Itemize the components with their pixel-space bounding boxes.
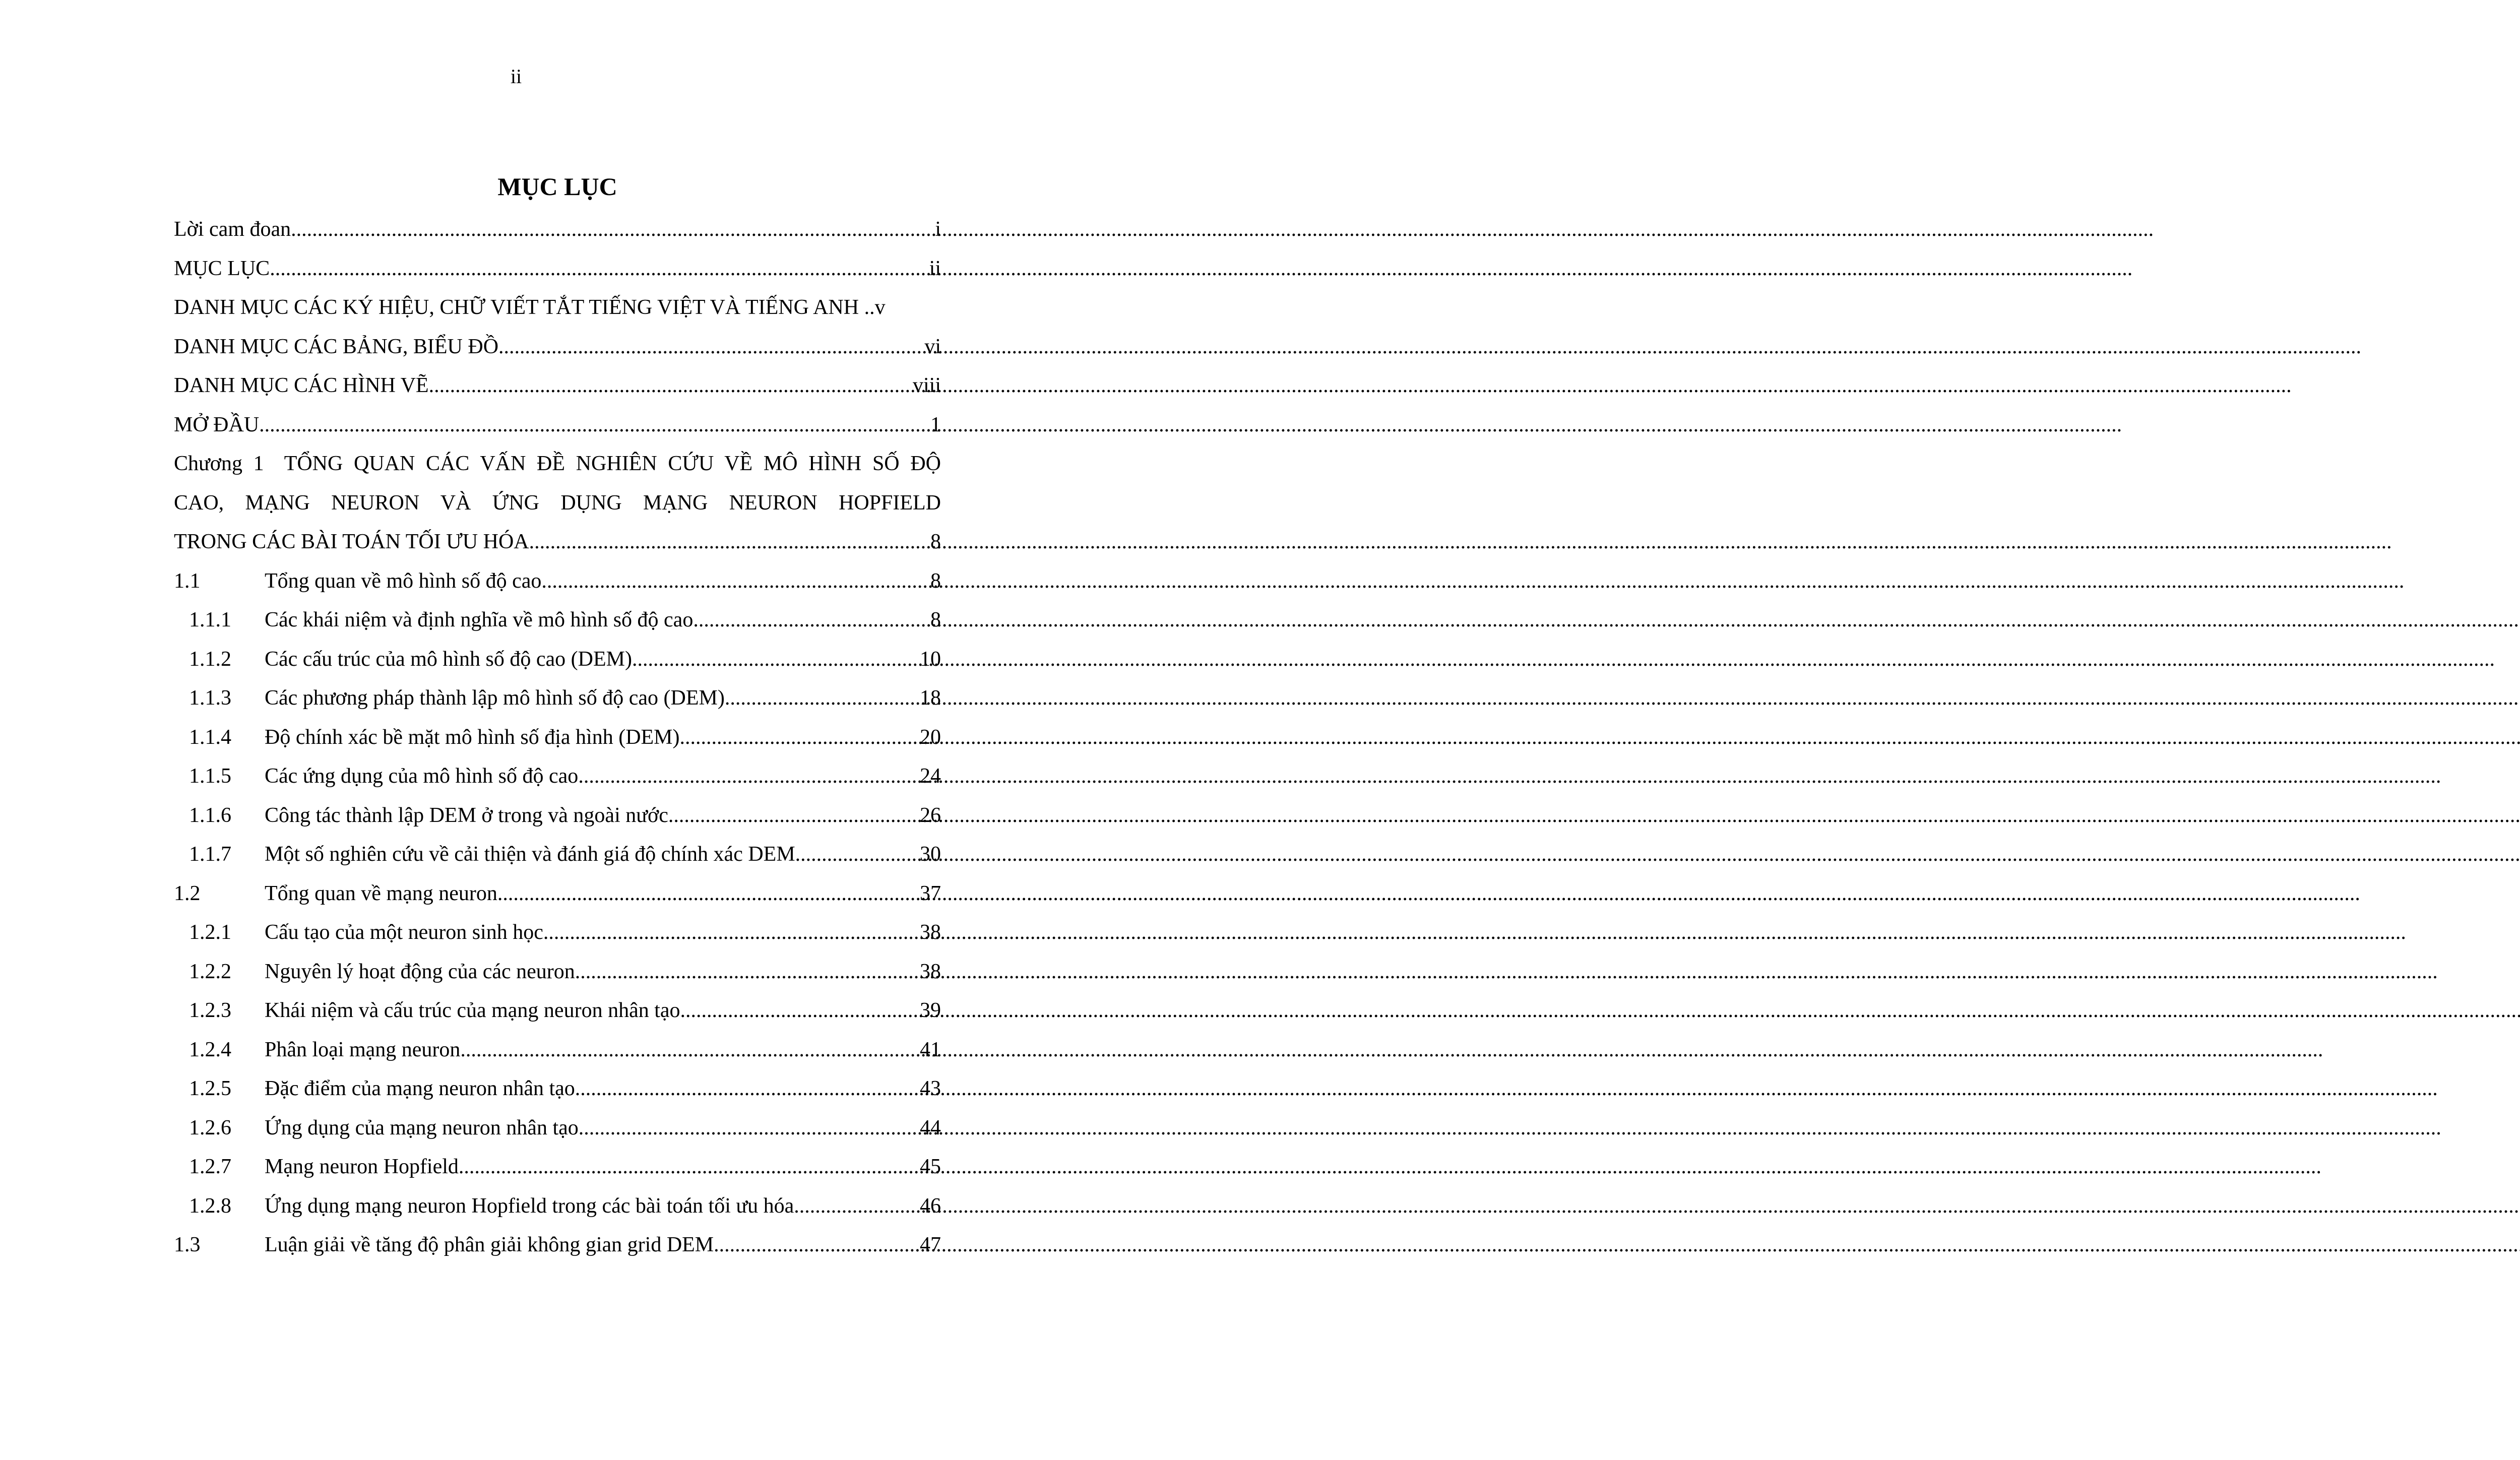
section-label: Khái niệm và cấu trúc của mạng neuron nhân tạo: [265, 999, 680, 1022]
dot-leader: [259, 406, 930, 445]
toc-section-1-2[interactable]: [174, 874, 941, 914]
section-label: Các khái niệm và định nghĩa về mô hình số độ cao: [265, 608, 694, 631]
section-label: Mạng neuron Hopfield: [265, 1155, 459, 1178]
dot-leader: [632, 640, 920, 679]
dot-leader: [291, 210, 935, 249]
section-number: 1.2.3: [189, 999, 231, 1022]
dot-leader: [794, 1187, 920, 1226]
toc-section-1-3[interactable]: [174, 1226, 941, 1265]
section-number: 1.2.4: [189, 1038, 231, 1061]
toc-entry-label: DANH MỤC CÁC HÌNH VẼ: [174, 374, 429, 397]
toc-section-1-2-2[interactable]: [174, 953, 941, 992]
chapter-number: Chương 1: [174, 452, 264, 475]
chapter-title-line-3: TRONG CÁC BÀI TOÁN TỐI ƯU HÓA: [174, 530, 529, 553]
section-number: 1.2.8: [189, 1194, 231, 1218]
toc-entry-label: DANH MỤC CÁC KÝ HIỆU, CHỮ VIẾT TẮT TIẾNG VIỆT VÀ TIẾNG ANH ..: [174, 296, 875, 319]
section-page: 30: [920, 843, 941, 866]
dot-leader: [578, 757, 920, 796]
section-label: Các phương pháp thành lập mô hình số độ cao (DEM): [265, 686, 725, 710]
dot-leader: [460, 1031, 920, 1070]
section-page: 20: [920, 725, 941, 749]
toc-section-1-1-7[interactable]: [174, 835, 941, 874]
toc-section-1-1-3[interactable]: [174, 679, 941, 718]
toc-section-1-1-4[interactable]: [174, 718, 941, 757]
section-label: Các cấu trúc của mô hình số độ cao (DEM): [265, 647, 632, 671]
dot-leader: [270, 249, 929, 289]
dot-leader: [725, 679, 920, 718]
toc-section-1-2-6[interactable]: [174, 1109, 941, 1148]
section-number: 1.3: [174, 1233, 201, 1256]
section-page: 46: [920, 1194, 941, 1218]
toc-entry-muc-luc[interactable]: [174, 249, 941, 289]
dot-leader: [579, 1109, 920, 1148]
section-label: Cấu tạo của một neuron sinh học: [265, 921, 543, 944]
section-label: Công tác thành lập DEM ở trong và ngoài nước: [265, 803, 668, 827]
dot-leader: [680, 718, 920, 757]
section-page: 41: [920, 1038, 941, 1061]
toc-section-1-2-5[interactable]: [174, 1069, 941, 1109]
chapter-line-2: [174, 484, 941, 523]
section-page: 38: [920, 960, 941, 983]
section-page: 38: [920, 921, 941, 944]
chapter-title-line-2: CAO, MẠNG NEURON VÀ ỨNG DỤNG MẠNG NEURON HOPFIELD: [174, 491, 941, 515]
section-number: 1.1.7: [189, 843, 231, 866]
toc-chapter-1[interactable]: [174, 445, 941, 562]
dot-leader: [680, 991, 920, 1031]
toc-entry-label: MỤC LỤC: [174, 257, 270, 280]
toc-section-1-2-8[interactable]: [174, 1187, 941, 1226]
section-number: 1.2.1: [189, 921, 231, 944]
toc-section-1-1-1[interactable]: [174, 601, 941, 640]
dot-leader: [429, 366, 913, 406]
toc-entry-danh-muc-hinh-ve[interactable]: [174, 366, 941, 406]
section-label: Luận giải về tăng độ phân giải không gian grid DEM: [265, 1233, 714, 1256]
dot-leader: [497, 874, 920, 914]
section-number: 1.1.4: [189, 725, 231, 749]
section-page: 44: [920, 1116, 941, 1139]
toc-title: MỤC LỤC: [497, 172, 617, 201]
section-label: Nguyên lý hoạt động của các neuron: [265, 960, 575, 983]
toc-section-1-1-5[interactable]: [174, 757, 941, 796]
section-label: Đặc điểm của mạng neuron nhân tạo: [265, 1077, 575, 1100]
toc-entry-page: 8: [930, 530, 941, 553]
page-number: ii: [510, 65, 522, 88]
toc-entry-loi-cam-doan[interactable]: [174, 210, 941, 249]
toc-section-1-1-2[interactable]: [174, 640, 941, 679]
section-number: 1.1.3: [189, 686, 231, 710]
dot-leader: [668, 796, 920, 836]
section-page: 47: [920, 1233, 941, 1256]
toc-section-1-2-1[interactable]: [174, 913, 941, 953]
toc-section-1-1[interactable]: [174, 562, 941, 601]
section-number: 1.2.7: [189, 1155, 231, 1178]
toc-entry-page: ii: [929, 257, 941, 280]
toc-entry-mo-dau[interactable]: [174, 406, 941, 445]
section-page: 18: [920, 686, 941, 710]
dot-leader: [459, 1148, 920, 1187]
toc-entry-page: viii: [912, 374, 941, 397]
toc-entry-danh-muc-bang[interactable]: [174, 328, 941, 367]
section-label: Độ chính xác bề mặt mô hình số địa hình (DEM): [265, 725, 680, 749]
section-number: 1.2.6: [189, 1116, 231, 1139]
toc-entry-page: v: [874, 296, 886, 319]
dot-leader: [714, 1226, 920, 1265]
dot-leader: [498, 328, 924, 367]
chapter-title-line-1: TỔNG QUAN CÁC VẤN ĐỀ NGHIÊN CỨU VỀ MÔ HÌNH SỐ ĐỘ: [284, 452, 941, 475]
dot-leader: [693, 601, 930, 640]
section-page: 37: [920, 881, 941, 905]
section-number: 1.1: [174, 569, 201, 593]
dot-leader: [575, 1069, 920, 1109]
section-number: 1.2.2: [189, 960, 231, 983]
dot-leader: [541, 562, 930, 601]
section-page: 24: [920, 765, 941, 788]
toc-section-1-2-7[interactable]: [174, 1148, 941, 1187]
section-label: Một số nghiên cứu về cải thiện và đánh giá độ chính xác DEM: [265, 843, 795, 866]
dot-leader: [575, 953, 920, 992]
toc-section-1-2-4[interactable]: [174, 1031, 941, 1070]
section-label: Ứng dụng mạng neuron Hopfield trong các bài toán tối ưu hóa: [265, 1194, 794, 1218]
section-number: 1.2: [174, 881, 201, 905]
chapter-line-3: [174, 523, 941, 562]
chapter-line-1: [174, 445, 941, 484]
section-label: Tổng quan về mạng neuron: [265, 881, 497, 905]
toc-entry-label: MỞ ĐẦU: [174, 413, 260, 436]
section-page: 8: [930, 608, 941, 631]
section-label: Ứng dụng của mạng neuron nhân tạo: [265, 1116, 579, 1139]
toc-list: [174, 210, 941, 1265]
dot-leader: [529, 523, 930, 562]
section-number: 1.1.5: [189, 765, 231, 788]
toc-section-1-2-3[interactable]: [174, 991, 941, 1031]
section-number: 1.1.1: [189, 608, 231, 631]
toc-entry-page: 1: [930, 413, 941, 436]
section-page: 43: [920, 1077, 941, 1100]
toc-entry-label: Lời cam đoan: [174, 218, 291, 241]
section-number: 1.2.5: [189, 1077, 231, 1100]
section-page: 26: [920, 803, 941, 827]
section-number: 1.1.6: [189, 803, 231, 827]
section-page: 8: [930, 569, 941, 593]
section-number: 1.1.2: [189, 647, 231, 671]
toc-entry-label: DANH MỤC CÁC BẢNG, BIỂU ĐỒ: [174, 335, 499, 358]
section-page: 45: [920, 1155, 941, 1178]
dot-leader: [543, 913, 920, 953]
section-label: Tổng quan về mô hình số độ cao: [265, 569, 542, 593]
toc-section-1-1-6[interactable]: [174, 796, 941, 836]
section-label: Các ứng dụng của mô hình số độ cao: [265, 765, 579, 788]
section-page: 39: [920, 999, 941, 1022]
section-page: 10: [920, 647, 941, 671]
toc-entry-page: vi: [924, 335, 941, 358]
section-label: Phân loại mạng neuron: [265, 1038, 461, 1061]
toc-entry-danh-muc-ky-hieu[interactable]: [174, 288, 941, 328]
dot-leader: [795, 835, 920, 874]
toc-entry-page: i: [935, 218, 941, 241]
